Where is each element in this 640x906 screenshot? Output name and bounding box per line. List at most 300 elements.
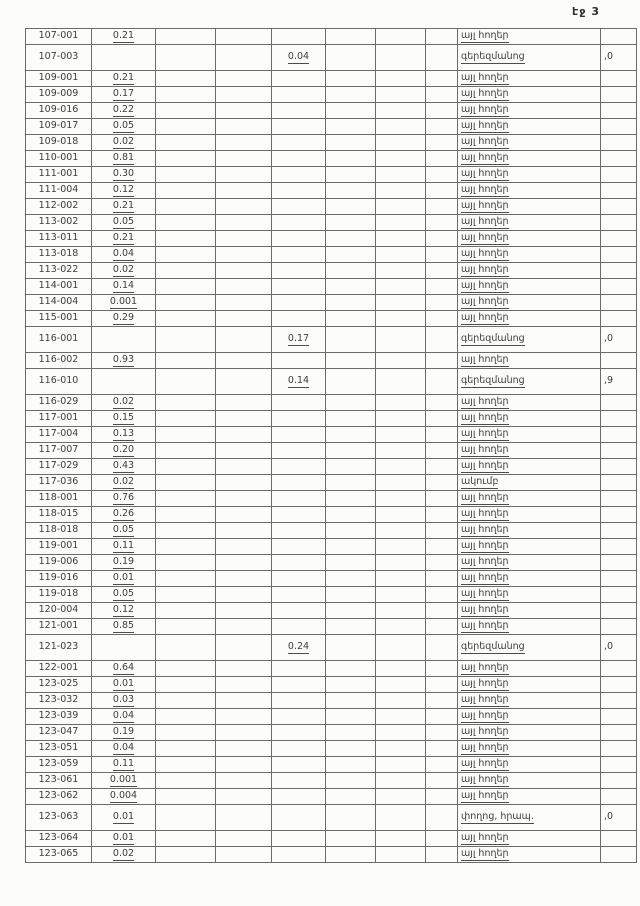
cell-mid-value (272, 135, 326, 151)
cell-blank (156, 523, 216, 539)
cell-blank (156, 295, 216, 311)
table-row (26, 693, 637, 709)
cell-land-type-text: այլ հողեր (461, 184, 509, 196)
cell-blank (376, 587, 426, 603)
cell-mid-value (272, 443, 326, 459)
cell-area-value (92, 395, 156, 411)
cell-blank (156, 247, 216, 263)
cell-land-type-text: այլ հողեր (461, 726, 509, 738)
cell-blank (426, 555, 458, 571)
cell-blank (156, 571, 216, 587)
cell-area-value (92, 199, 156, 215)
cell-area-value (92, 119, 156, 135)
cell-land-type-text: այլ հողեր (461, 412, 509, 424)
cell-parcel-code: 119-018 (26, 587, 92, 603)
cell-land-type (458, 523, 601, 539)
cell-parcel-code: 111-004 (26, 183, 92, 199)
cell-parcel-code: 114-004 (26, 295, 92, 311)
cell-margin-note: ,0 (601, 635, 637, 661)
cell-blank (376, 369, 426, 395)
cell-mid-value (272, 661, 326, 677)
cell-area-value (92, 279, 156, 295)
cell-land-type-text: այլ հողեր (461, 72, 509, 84)
cell-area-value-text: 0.05 (112, 216, 135, 228)
table-row (26, 725, 637, 741)
cell-land-type-text: այլ հողեր (461, 200, 509, 212)
cell-area-value-text: 0.01 (112, 832, 135, 844)
table-row (26, 491, 637, 507)
cell-land-type-text: այլ հողեր (461, 832, 509, 844)
cell-blank (326, 757, 376, 773)
cell-blank (376, 661, 426, 677)
cell-blank (216, 459, 272, 475)
cell-parcel-code: 123-063 (26, 805, 92, 831)
table-row (26, 635, 637, 661)
cell-blank (376, 199, 426, 215)
cell-blank (376, 523, 426, 539)
cell-blank (326, 135, 376, 151)
cell-land-type-text: այլ հողեր (461, 556, 509, 568)
cell-margin-note (601, 183, 637, 199)
cell-land-type (458, 773, 601, 789)
cell-area-value-text: 0.14 (112, 280, 135, 292)
cell-blank (376, 167, 426, 183)
cell-blank (376, 571, 426, 587)
cell-land-type (458, 279, 601, 295)
cell-blank (216, 247, 272, 263)
cell-blank (326, 831, 376, 847)
cell-margin-note (601, 571, 637, 587)
cell-blank (376, 247, 426, 263)
cell-blank (156, 709, 216, 725)
cell-land-type (458, 603, 601, 619)
cell-parcel-code: 123-064 (26, 831, 92, 847)
cell-blank (156, 353, 216, 369)
cell-area-value (92, 661, 156, 677)
cell-parcel-code: 116-010 (26, 369, 92, 395)
cell-blank (156, 215, 216, 231)
cell-area-value-text: 0.04 (112, 248, 135, 260)
table-row (26, 571, 637, 587)
table-row (26, 87, 637, 103)
cell-area-value (92, 741, 156, 757)
cell-area-value-text: 0.20 (112, 444, 135, 456)
table-row (26, 789, 637, 805)
cell-margin-note: ,9 (601, 369, 637, 395)
cell-area-value (92, 475, 156, 491)
cell-blank (376, 71, 426, 87)
cell-area-value (92, 619, 156, 635)
cell-area-value-text: 0.02 (112, 264, 135, 276)
table-row (26, 167, 637, 183)
cell-land-type-text: այլ հողեր (461, 492, 509, 504)
cell-mid-value (272, 71, 326, 87)
cell-land-type-text: այլ հողեր (461, 604, 509, 616)
cell-parcel-code: 107-001 (26, 29, 92, 45)
cell-blank (216, 295, 272, 311)
cell-parcel-code: 119-016 (26, 571, 92, 587)
cell-blank (216, 327, 272, 353)
cell-margin-note (601, 411, 637, 427)
cell-blank (326, 693, 376, 709)
cell-blank (426, 327, 458, 353)
cell-blank (376, 619, 426, 635)
cell-margin-note (601, 661, 637, 677)
cell-land-type (458, 167, 601, 183)
cell-land-type-text: այլ հողեր (461, 296, 509, 308)
cell-land-type (458, 571, 601, 587)
cell-blank (376, 45, 426, 71)
cell-parcel-code: 113-022 (26, 263, 92, 279)
cell-blank (376, 327, 426, 353)
cell-area-value (92, 231, 156, 247)
cell-blank (216, 311, 272, 327)
table-row (26, 151, 637, 167)
table-row (26, 555, 637, 571)
cell-blank (326, 789, 376, 805)
cell-land-type-text: այլ հողեր (461, 508, 509, 520)
cell-area-value-text: 0.02 (112, 476, 135, 488)
cell-mid-value (272, 151, 326, 167)
cell-margin-note (601, 773, 637, 789)
table-row (26, 539, 637, 555)
cell-margin-note (601, 29, 637, 45)
cell-parcel-code: 123-059 (26, 757, 92, 773)
cell-blank (156, 119, 216, 135)
cell-land-type (458, 831, 601, 847)
cell-blank (156, 603, 216, 619)
cell-mid-value (272, 279, 326, 295)
cell-land-type (458, 789, 601, 805)
cell-land-type-text: այլ հողեր (461, 354, 509, 366)
cell-blank (326, 87, 376, 103)
cell-area-value-text: 0.76 (112, 492, 135, 504)
cell-land-type-text: այլ հողեր (461, 848, 509, 860)
cell-blank (426, 135, 458, 151)
cell-area-value-text: 0.22 (112, 104, 135, 116)
cell-blank (326, 231, 376, 247)
table-row (26, 135, 637, 151)
cell-mid-value (272, 507, 326, 523)
cell-area-value-text: 0.001 (109, 774, 138, 786)
cell-area-value (92, 263, 156, 279)
cell-blank (376, 119, 426, 135)
cell-blank (326, 369, 376, 395)
cell-area-value-text: 0.11 (112, 758, 135, 770)
table-row (26, 773, 637, 789)
cell-blank (326, 183, 376, 199)
table-row (26, 741, 637, 757)
cell-blank (426, 789, 458, 805)
cell-blank (156, 507, 216, 523)
cell-blank (216, 677, 272, 693)
cell-blank (216, 693, 272, 709)
cell-blank (426, 661, 458, 677)
cell-mid-value (272, 29, 326, 45)
cell-blank (156, 231, 216, 247)
cell-mid-value (272, 199, 326, 215)
cell-blank (426, 831, 458, 847)
cell-blank (376, 215, 426, 231)
cell-area-value-text: 0.13 (112, 428, 135, 440)
cell-parcel-code: 114-001 (26, 279, 92, 295)
cell-land-type (458, 87, 601, 103)
cell-blank (216, 103, 272, 119)
cell-area-value (92, 603, 156, 619)
cell-blank (326, 635, 376, 661)
cell-blank (426, 443, 458, 459)
cell-blank (376, 87, 426, 103)
cell-mid-value-text: 0.17 (287, 333, 310, 345)
cell-land-type-text: այլ հողեր (461, 428, 509, 440)
cell-blank (426, 459, 458, 475)
cell-land-type-text: այլ հողեր (461, 620, 509, 632)
cell-land-type (458, 327, 601, 353)
cell-margin-note (601, 427, 637, 443)
cell-blank (376, 789, 426, 805)
cell-blank (326, 247, 376, 263)
cell-area-value-text: 0.03 (112, 694, 135, 706)
cell-land-type (458, 295, 601, 311)
cell-blank (156, 555, 216, 571)
cell-land-type-text: այլ հողեր (461, 136, 509, 148)
cell-mid-value (272, 693, 326, 709)
cell-blank (326, 661, 376, 677)
cell-area-value (92, 635, 156, 661)
cell-blank (326, 263, 376, 279)
cell-area-value (92, 327, 156, 353)
cell-area-value-text: 0.12 (112, 604, 135, 616)
cell-mid-value-text: 0.14 (287, 375, 310, 387)
cell-blank (376, 491, 426, 507)
cell-land-type-text: այլ հողեր (461, 572, 509, 584)
cell-mid-value (272, 119, 326, 135)
cell-blank (376, 635, 426, 661)
cell-blank (156, 29, 216, 45)
cell-blank (326, 555, 376, 571)
cell-area-value (92, 847, 156, 863)
cell-blank (426, 603, 458, 619)
cell-parcel-code: 123-039 (26, 709, 92, 725)
cell-blank (156, 847, 216, 863)
cell-land-type (458, 215, 601, 231)
cell-margin-note (601, 103, 637, 119)
cell-mid-value (272, 587, 326, 603)
cell-area-value (92, 571, 156, 587)
cell-blank (426, 491, 458, 507)
cell-blank (426, 215, 458, 231)
cell-blank (376, 507, 426, 523)
cell-blank (156, 725, 216, 741)
cell-area-value (92, 831, 156, 847)
cell-blank (156, 369, 216, 395)
cell-blank (376, 443, 426, 459)
cell-blank (376, 475, 426, 491)
cell-parcel-code: 123-061 (26, 773, 92, 789)
cell-area-value-text: 0.21 (112, 232, 135, 244)
cell-blank (326, 725, 376, 741)
table-row (26, 507, 637, 523)
table-row (26, 459, 637, 475)
cell-blank (426, 587, 458, 603)
cell-land-type (458, 263, 601, 279)
cell-blank (376, 773, 426, 789)
cell-land-type-text: այլ հողեր (461, 152, 509, 164)
cell-margin-note (601, 263, 637, 279)
cell-land-type (458, 587, 601, 603)
cell-blank (326, 587, 376, 603)
cell-land-type-text: այլ հողեր (461, 694, 509, 706)
cell-area-value (92, 45, 156, 71)
cell-blank (156, 395, 216, 411)
cell-blank (426, 29, 458, 45)
cell-blank (216, 427, 272, 443)
cell-blank (156, 789, 216, 805)
cell-parcel-code: 109-001 (26, 71, 92, 87)
cell-area-value-text: 0.004 (109, 790, 138, 802)
table-row (26, 279, 637, 295)
table-row (26, 603, 637, 619)
cell-blank (326, 29, 376, 45)
cell-blank (376, 555, 426, 571)
cell-blank (156, 773, 216, 789)
cell-blank (326, 571, 376, 587)
cell-area-value (92, 491, 156, 507)
cell-land-type (458, 725, 601, 741)
cell-blank (216, 167, 272, 183)
cell-mid-value (272, 523, 326, 539)
cell-blank (216, 135, 272, 151)
cell-mid-value (272, 847, 326, 863)
cell-blank (426, 199, 458, 215)
cell-blank (326, 677, 376, 693)
cell-land-type (458, 741, 601, 757)
cell-margin-note (601, 523, 637, 539)
cell-land-type (458, 103, 601, 119)
cell-blank (156, 831, 216, 847)
table-row (26, 103, 637, 119)
cell-blank (426, 725, 458, 741)
cell-land-type-text: այլ հողեր (461, 216, 509, 228)
cell-land-type (458, 311, 601, 327)
cell-mid-value (272, 635, 326, 661)
cell-blank (216, 263, 272, 279)
cell-land-type-text: այլ հողեր (461, 460, 509, 472)
cell-area-value (92, 353, 156, 369)
cell-parcel-code: 109-017 (26, 119, 92, 135)
cell-blank (326, 103, 376, 119)
cell-mid-value (272, 757, 326, 773)
cell-blank (156, 757, 216, 773)
cell-margin-note: ,0 (601, 805, 637, 831)
cell-mid-value (272, 427, 326, 443)
cell-area-value (92, 709, 156, 725)
cell-parcel-code: 110-001 (26, 151, 92, 167)
table-row (26, 831, 637, 847)
cell-blank (426, 507, 458, 523)
cell-parcel-code: 113-018 (26, 247, 92, 263)
cell-land-type-text: գերեզմանոց (461, 51, 525, 63)
cell-margin-note (601, 443, 637, 459)
cell-land-type-text: այլ հողեր (461, 774, 509, 786)
cell-blank (216, 353, 272, 369)
cell-blank (376, 311, 426, 327)
cell-margin-note (601, 831, 637, 847)
cell-mid-value (272, 215, 326, 231)
table-row (26, 523, 637, 539)
cell-parcel-code: 123-065 (26, 847, 92, 863)
cell-blank (216, 507, 272, 523)
cell-area-value (92, 183, 156, 199)
cell-blank (426, 427, 458, 443)
table-row (26, 29, 637, 45)
cell-blank (216, 29, 272, 45)
cell-area-value (92, 693, 156, 709)
cell-blank (156, 677, 216, 693)
cell-blank (216, 741, 272, 757)
cell-blank (156, 539, 216, 555)
cell-land-type (458, 443, 601, 459)
cell-mid-value (272, 725, 326, 741)
cell-blank (326, 353, 376, 369)
cell-margin-note (601, 151, 637, 167)
cell-mid-value (272, 539, 326, 555)
cell-land-type (458, 411, 601, 427)
cell-mid-value (272, 741, 326, 757)
cell-parcel-code: 122-001 (26, 661, 92, 677)
table-row (26, 427, 637, 443)
cell-margin-note (601, 279, 637, 295)
cell-parcel-code: 117-001 (26, 411, 92, 427)
table-row (26, 183, 637, 199)
cell-land-type (458, 151, 601, 167)
cell-blank (426, 571, 458, 587)
cell-blank (426, 279, 458, 295)
cell-area-value-text: 0.11 (112, 540, 135, 552)
cell-blank (156, 71, 216, 87)
cell-blank (156, 693, 216, 709)
table-row (26, 71, 637, 87)
cell-margin-note (601, 395, 637, 411)
cell-area-value-text: 0.05 (112, 120, 135, 132)
cell-land-type (458, 231, 601, 247)
cell-blank (426, 805, 458, 831)
cell-blank (426, 411, 458, 427)
cell-blank (216, 725, 272, 741)
cell-land-type (458, 369, 601, 395)
cell-blank (156, 183, 216, 199)
cell-parcel-code: 115-001 (26, 311, 92, 327)
table-row (26, 411, 637, 427)
cell-blank (376, 709, 426, 725)
cell-area-value (92, 725, 156, 741)
cell-land-type-text: ակումբ (461, 476, 499, 488)
cell-blank (376, 231, 426, 247)
cell-blank (216, 491, 272, 507)
cell-blank (216, 215, 272, 231)
cell-margin-note (601, 555, 637, 571)
cell-blank (216, 661, 272, 677)
cell-parcel-code: 116-029 (26, 395, 92, 411)
cell-blank (376, 103, 426, 119)
cell-margin-note (601, 725, 637, 741)
cell-parcel-code: 123-032 (26, 693, 92, 709)
cell-parcel-code: 117-007 (26, 443, 92, 459)
cell-margin-note (601, 231, 637, 247)
cell-margin-note (601, 587, 637, 603)
cell-blank (216, 709, 272, 725)
cell-blank (326, 119, 376, 135)
